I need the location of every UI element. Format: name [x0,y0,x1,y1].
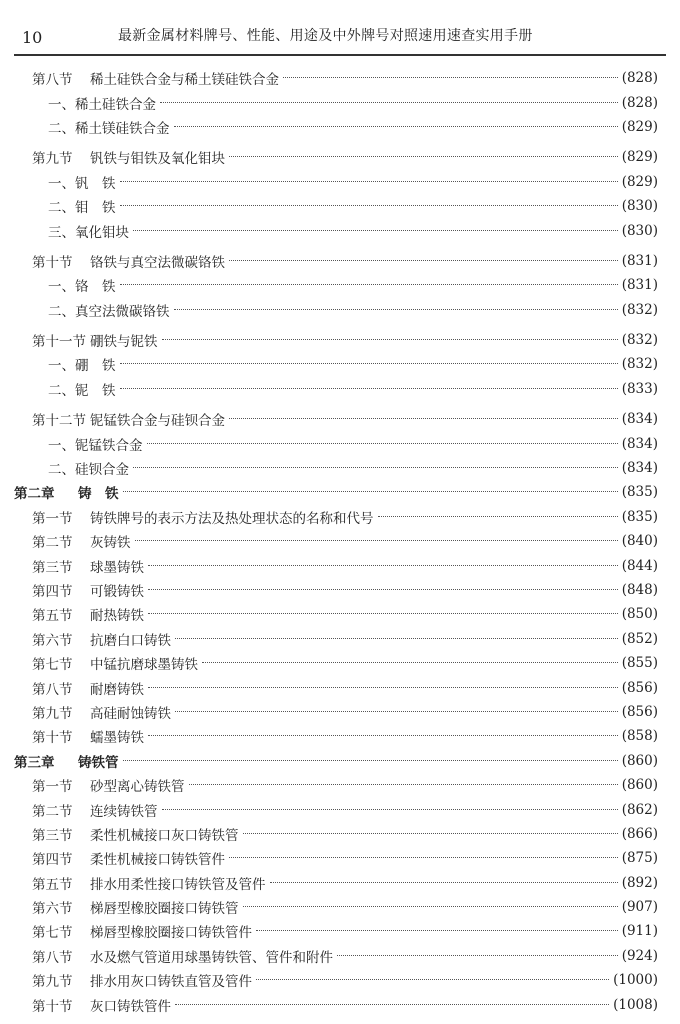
toc-entry-number: 第九节 [32,974,73,991]
toc-entry-page: (829) [621,118,658,135]
dot-leader [148,588,618,590]
toc-entry-page: (862) [621,801,658,818]
toc-entry-number: 第十一节 [32,334,86,351]
dot-leader [133,466,618,468]
toc-entry-label [32,68,279,88]
page-number: 10 [22,28,43,47]
toc-entry-title: 硼铁与铌铁 [90,334,158,351]
dot-leader [135,539,618,541]
toc-entry-label [32,556,144,576]
dot-leader [229,155,618,157]
dot-leader [175,710,618,712]
toc-entry-title: 球墨铸铁 [90,559,144,576]
toc-entry-label [32,726,144,746]
toc-entry-title: 三、氧化钼块 [48,224,129,241]
toc-entry-number: 第三章 [14,754,55,771]
toc-entry-number: 第二节 [32,535,73,552]
dot-leader [120,283,618,285]
toc-entry-subsection[interactable] [0,431,680,455]
dot-leader [378,515,618,517]
toc-entry-label [32,897,239,917]
page-header [0,0,680,56]
toc-entry-number: 第四节 [32,584,73,600]
toc-entry-title: 砂型离心铸铁管 [90,779,185,796]
toc-entry-label [48,434,143,454]
toc-entry-page: (835) [621,508,658,525]
toc-entry-title: 柔性机械接口灰口铸铁管 [90,827,239,844]
toc-entry-label [32,848,225,868]
toc-entry-page: (1000) [613,972,658,989]
toc-entry-title: 蠕墨铸铁 [90,730,144,747]
toc-entry-section[interactable] [0,249,680,273]
toc-entry-label [32,946,333,966]
dot-leader [148,612,618,614]
toc-entry-section[interactable] [0,529,680,553]
toc-entry-title: 铌锰铁合金与硅钡合金 [90,413,225,430]
dot-leader [270,881,618,883]
toc-entry-subsection[interactable] [0,273,680,297]
toc-entry-page: (830) [621,222,658,239]
toc-entry-subsection[interactable] [0,377,680,401]
toc-entry-page: (834) [621,435,658,452]
dot-leader [189,783,618,785]
dot-leader [148,686,618,688]
toc-entry-page: (875) [621,850,658,867]
toc-entry-label [32,604,144,624]
toc-entry-subsection[interactable] [0,218,680,242]
toc-entry-title: 中锰抗磨球墨铸铁 [90,657,198,674]
toc-entry-page: (832) [621,356,658,373]
toc-entry-title: 稀土硅铁合金与稀土镁硅铁合金 [90,72,279,89]
toc-entry-title: 二、铌 铁 [48,382,116,399]
toc-entry-label [32,921,252,941]
toc-entry-label [32,507,374,527]
toc-entry-page: (835) [621,484,658,501]
dot-leader [162,338,618,340]
toc-entry-subsection[interactable] [0,90,680,114]
toc-entry-label [48,117,170,137]
dot-leader [120,204,618,206]
toc-entry-page: (832) [621,301,658,318]
toc-entry-title: 二、钼 铁 [48,200,116,217]
toc-entry-page: (832) [621,332,658,349]
toc-entry-title: 高硅耐蚀铸铁 [90,705,171,722]
toc-entry-number: 第六节 [32,901,73,918]
toc-entry-section[interactable] [0,675,680,699]
toc-entry-page: (834) [621,411,658,428]
toc-entry-page: (829) [621,149,658,166]
header-rule [14,54,666,56]
running-title: 最新金属材料牌号、性能、用途及中外牌号对照速用速查实用手册 [118,28,533,44]
toc-entry-title: 灰口铸铁管件 [90,998,171,1015]
toc-entry-number: 第七节 [32,925,73,942]
dot-leader [147,442,618,444]
toc-entry-page: (830) [621,198,658,215]
dot-leader [229,417,618,419]
toc-entry-page: (848) [621,582,658,598]
toc-entry-label [32,147,225,167]
table-of-contents [0,66,680,1017]
dot-leader [229,856,618,858]
toc-entry-number: 第一节 [32,779,73,796]
dot-leader [123,759,618,761]
toc-entry-label [32,330,158,350]
toc-entry-section[interactable] [0,700,680,724]
toc-entry-label [32,702,171,722]
toc-entry-page: (831) [621,252,658,269]
toc-entry-page: (924) [621,947,658,964]
toc-entry-title: 连续铸铁管 [90,803,158,820]
dot-leader [175,637,618,639]
toc-entry-title: 柔性机械接口铸铁管件 [90,852,225,869]
toc-entry-label [32,775,185,795]
toc-entry-title: 一、钒 铁 [48,175,116,192]
toc-entry-page: (892) [621,874,658,891]
toc-entry-page: (828) [621,94,658,111]
toc-entry-section[interactable] [0,871,680,895]
toc-entry-page: (834) [621,460,658,477]
toc-entry-title: 一、硼 铁 [48,358,116,375]
toc-entry-label [32,531,131,551]
dot-leader [148,734,618,736]
toc-entry-title: 一、铬 铁 [48,279,116,296]
toc-entry-label [32,251,225,271]
toc-entry-section[interactable] [0,627,680,651]
dot-leader [120,362,618,364]
toc-entry-section[interactable] [0,797,680,821]
toc-entry-number: 第五节 [32,876,73,893]
dot-leader [283,76,618,78]
toc-entry-page: (856) [621,703,658,720]
toc-entry-title: 二、稀土镁硅铁合金 [48,120,170,137]
toc-entry-label [48,275,116,295]
toc-entry-section[interactable] [0,145,680,169]
toc-entry-page: (866) [621,825,658,842]
toc-entry-page: (907) [621,899,658,916]
toc-entry-section[interactable] [0,651,680,675]
toc-entry-number: 第十节 [32,998,73,1015]
toc-entry-title: 梯唇型橡胶圈接口铸铁管 [90,901,239,918]
toc-entry-number: 第一节 [32,510,73,527]
toc-entry-label [48,458,129,478]
toc-entry-title: 可锻铸铁 [90,584,144,600]
toc-entry-section[interactable] [0,602,680,626]
toc-entry-page: (858) [621,728,658,745]
dot-leader [148,564,618,566]
toc-entry-title: 钒铁与钼铁及氧化钼块 [90,151,225,168]
toc-entry-number: 第九节 [32,705,73,722]
toc-entry-subsection[interactable] [0,170,680,194]
toc-entry-number: 第二章 [14,486,55,503]
dot-leader [202,661,618,663]
dot-leader [256,929,618,931]
toc-entry-label [48,93,156,113]
toc-entry-subsection[interactable] [0,352,680,376]
dot-leader [162,808,618,810]
toc-entry-label [48,172,116,192]
toc-entry-label [32,678,144,698]
dot-leader [174,308,618,310]
toc-entry-label [32,409,225,429]
toc-entry-section[interactable] [0,328,680,352]
toc-entry-number: 第十节 [32,254,73,271]
dot-leader [175,1003,609,1005]
toc-entry-number: 第二节 [32,803,73,820]
dot-leader [229,259,618,261]
toc-entry-number: 第八节 [32,681,73,698]
toc-entry-title: 一、稀土硅铁合金 [48,96,156,113]
toc-entry-section[interactable] [0,968,680,992]
toc-entry-number: 第十二节 [32,413,86,430]
toc-entry-number: 第五节 [32,608,73,625]
toc-entry-title: 排水用柔性接口铸铁管及管件 [90,876,266,893]
toc-entry-title: 灰铸铁 [90,535,131,552]
toc-entry-label [32,873,266,893]
toc-entry-page: (844) [621,557,658,574]
toc-entry-subsection[interactable] [0,456,680,480]
toc-entry-page: (860) [621,777,658,794]
toc-entry-number: 第九节 [32,151,73,168]
toc-entry-label [14,482,119,502]
toc-entry-page: (828) [621,70,658,87]
toc-entry-page: (829) [621,173,658,190]
toc-entry-number: 第八节 [32,72,73,89]
toc-entry-label [32,580,144,600]
toc-entry-label [32,653,198,673]
toc-entry-label [32,800,158,820]
toc-entry-section[interactable] [0,944,680,968]
toc-entry-page: (850) [621,606,658,623]
dot-leader [243,832,618,834]
toc-entry-section[interactable] [0,773,680,797]
toc-entry-number: 第七节 [32,657,73,674]
toc-entry-number: 第四节 [32,852,73,869]
toc-entry-subsection[interactable] [0,298,680,322]
toc-entry-page: (831) [621,277,658,294]
dot-leader [133,229,618,231]
toc-entry-title: 抗磨白口铸铁 [90,632,171,649]
toc-entry-section[interactable] [0,846,680,870]
toc-entry-section[interactable] [0,992,680,1016]
toc-entry-title: 二、真空法微碳铬铁 [48,303,170,320]
toc-entry-page: (852) [621,630,658,647]
toc-entry-number: 第三节 [32,559,73,576]
toc-entry-number: 第三节 [32,827,73,844]
toc-entry-title: 铬铁与真空法微碳铬铁 [90,254,225,271]
toc-entry-page: (1008) [613,996,658,1013]
toc-entry-title: 铸铁牌号的表示方法及热处理状态的名称和代号 [90,510,374,527]
dot-leader [120,180,618,182]
dot-leader [243,905,618,907]
toc-entry-section[interactable] [0,66,680,90]
toc-entry-title: 耐磨铸铁 [90,681,144,698]
dot-leader [256,978,609,980]
toc-entry-subsection[interactable] [0,194,680,218]
toc-entry-title: 耐热铸铁 [90,608,144,625]
toc-entry-title: 水及燃气管道用球墨铸铁管、管件和附件 [90,949,333,966]
dot-leader [120,387,618,389]
toc-entry-section[interactable] [0,919,680,943]
toc-entry-label [32,629,171,649]
toc-entry-label [14,751,119,771]
toc-entry-number: 第八节 [32,949,73,966]
toc-entry-section[interactable] [0,822,680,846]
toc-entry-number: 第六节 [32,632,73,649]
toc-entry-label [48,196,116,216]
toc-entry-chapter[interactable] [0,480,680,504]
toc-entry-page: (833) [621,380,658,397]
toc-entry-section[interactable] [0,553,680,577]
toc-entry-title: 一、铌锰铁合金 [48,437,143,454]
toc-entry-label [48,379,116,399]
toc-entry-title: 梯唇型橡胶圈接口铸铁管件 [90,925,252,942]
toc-entry-label [32,824,239,844]
toc-entry-page: (855) [621,655,658,672]
toc-entry-label [48,300,170,320]
toc-entry-label [48,354,116,374]
toc-entry-page: (860) [621,752,658,769]
toc-entry-section[interactable] [0,724,680,748]
dot-leader [160,101,618,103]
toc-entry-section[interactable] [0,895,680,919]
toc-entry-label [48,221,129,241]
toc-entry-section[interactable] [0,407,680,431]
toc-entry-title: 二、硅钡合金 [48,462,129,479]
toc-entry-title: 排水用灰口铸铁直管及管件 [90,974,252,991]
toc-entry-label [32,995,171,1015]
toc-entry-label [32,970,252,990]
toc-entry-section[interactable] [0,505,680,529]
toc-entry-title: 铸 铁 [78,486,119,503]
dot-leader [123,490,618,492]
toc-entry-chapter[interactable] [0,749,680,773]
toc-entry-number: 第十节 [32,730,73,747]
toc-entry-page: (911) [621,923,658,940]
dot-leader [174,125,618,127]
toc-entry-section[interactable] [0,578,680,602]
toc-entry-page: (840) [621,533,658,550]
toc-entry-page: (856) [621,679,658,696]
toc-entry-subsection[interactable] [0,115,680,139]
dot-leader [337,954,618,956]
toc-entry-title: 铸铁管 [78,754,119,771]
